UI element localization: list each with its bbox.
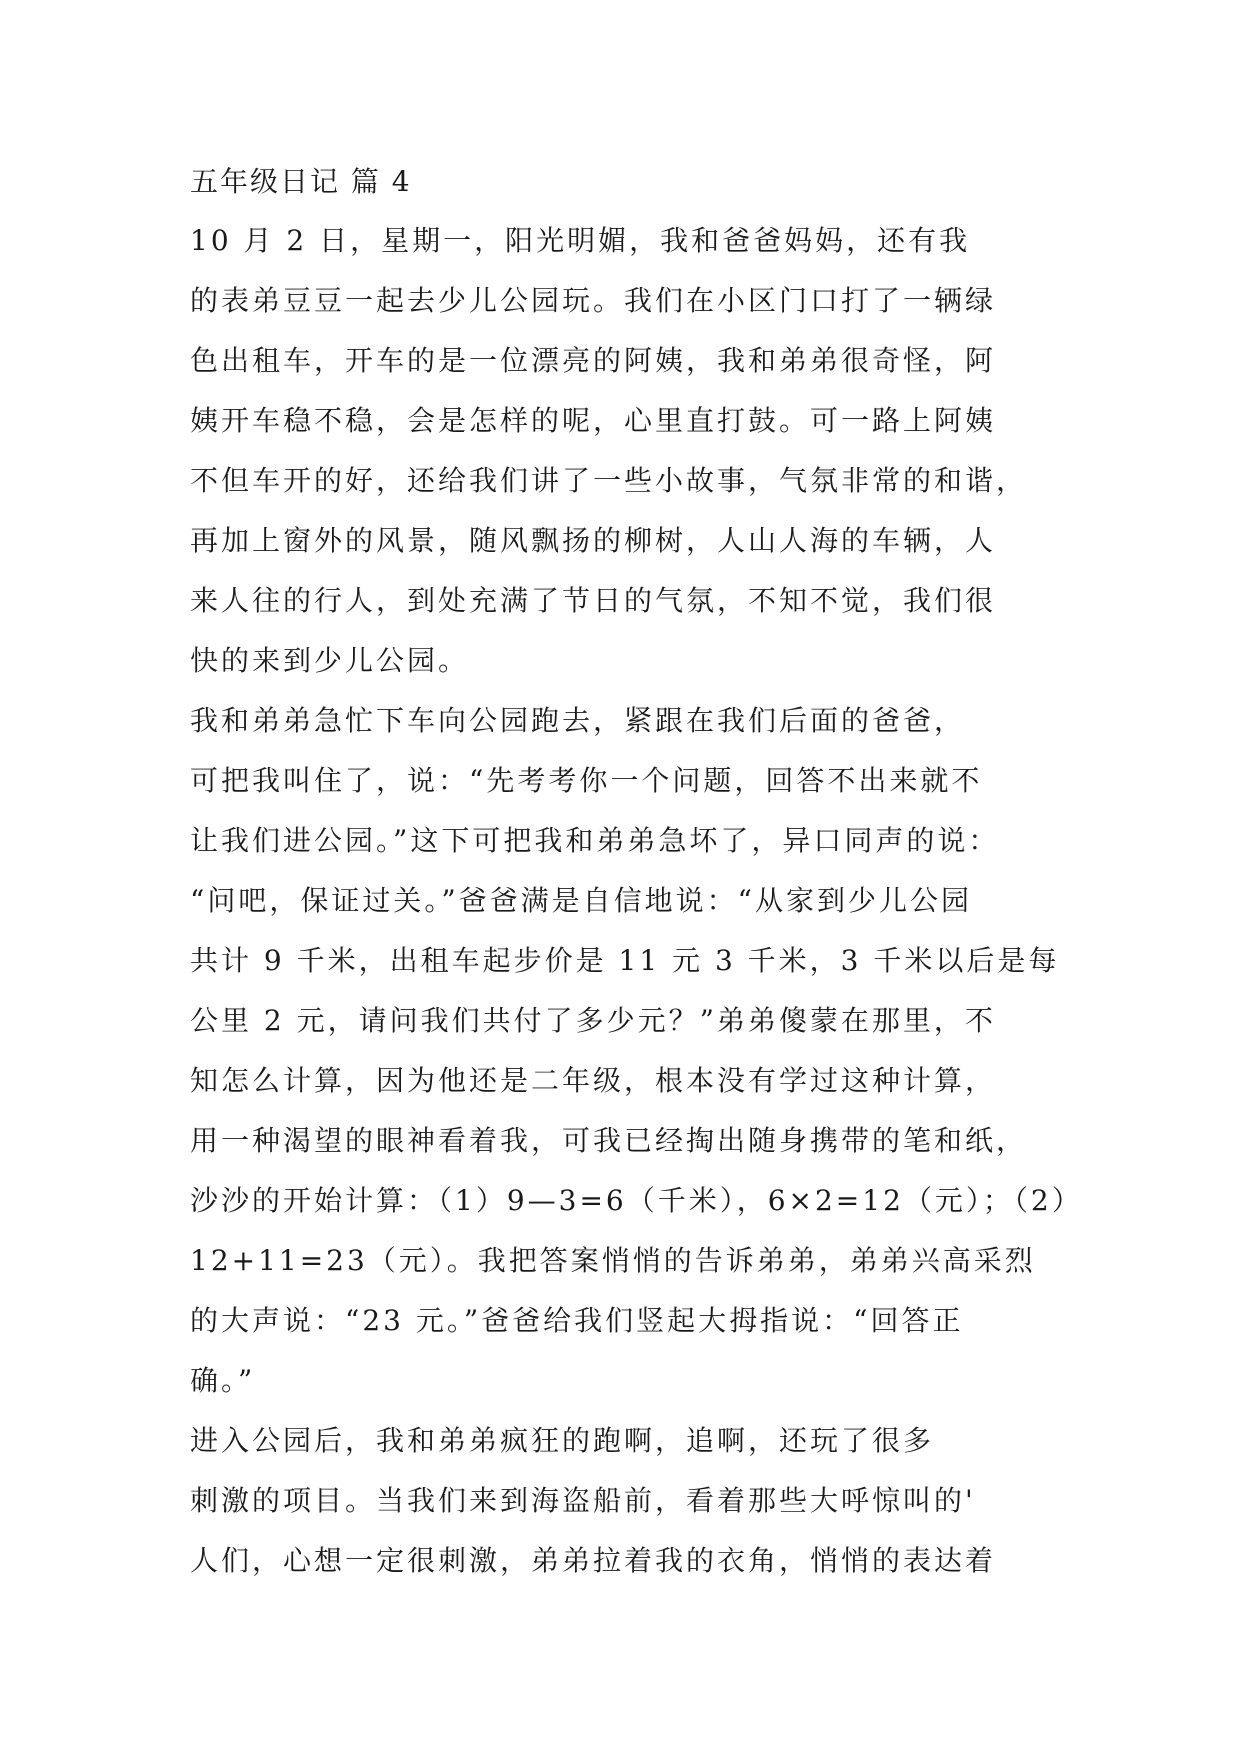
text-line: 刺激的项目。当我们来到海盗船前，看着那些大呼惊叫的' [190, 1484, 976, 1517]
text-line: 可把我叫住了，说：“先考考你一个问题，回答不出来就不 [190, 764, 983, 797]
text-line: 不但车开的好，还给我们讲了一些小故事，气氛非常的和谐， [190, 464, 1028, 497]
text-line: 色出租车，开车的是一位漂亮的阿姨，我和弟弟很奇怪，阿 [190, 344, 997, 377]
text-line: 10 月 2 日，星期一，阳光明媚，我和爸爸妈妈，还有我 [190, 224, 971, 257]
text-line: 让我们进公园。”这下可把我和弟弟急坏了，异口同声的说： [190, 824, 1000, 857]
text-line: “问吧，保证过关。”爸爸满是自信地说：“从家到少儿公园 [190, 884, 972, 917]
text-line: 人们，心想一定很刺激，弟弟拉着我的衣角，悄悄的表达着 [190, 1544, 997, 1577]
text-line: 公里 2 元，请问我们共付了多少元？”弟弟傻蒙在那里，不 [190, 1004, 996, 1037]
text-line: 我和弟弟急忙下车向公园跑去，紧跟在我们后面的爸爸， [190, 704, 966, 737]
document-title: 五年级日记 篇 4 [190, 165, 412, 198]
text-line: 姨开车稳不稳，会是怎样的呢，心里直打鼓。可一路上阿姨 [190, 404, 997, 437]
text-line: 用一种渴望的眼神看着我，可我已经掏出随身携带的笔和纸， [190, 1124, 1028, 1157]
text-line: 12+11=23（元）。我把答案悄悄的告诉弟弟，弟弟兴高采烈 [190, 1244, 1036, 1277]
text-line: 共计 9 千米，出租车起步价是 11 元 3 千米，3 千米以后是每 [190, 944, 1060, 977]
text-line: 快的来到少儿公园。 [190, 644, 470, 677]
text-line: 进入公园后，我和弟弟疯狂的跑啊，追啊，还玩了很多 [190, 1424, 935, 1457]
text-line: 的表弟豆豆一起去少儿公园玩。我们在小区门口打了一辆绿 [190, 284, 997, 317]
text-line: 的大声说：“23 元。”爸爸给我们竖起大拇指说：“回答正 [190, 1304, 964, 1337]
text-line: 来人往的行人，到处充满了节日的气氛，不知不觉，我们很 [190, 584, 997, 617]
text-line: 知怎么计算，因为他还是二年级，根本没有学过这种计算， [190, 1064, 997, 1097]
text-line: 确。” [190, 1364, 256, 1397]
text-line: 沙沙的开始计算：（1）9—3=6（千米），6×2=12（元）；（2） [190, 1184, 1083, 1217]
text-line: 再加上窗外的风景，随风飘扬的柳树，人山人海的车辆，人 [190, 524, 997, 557]
